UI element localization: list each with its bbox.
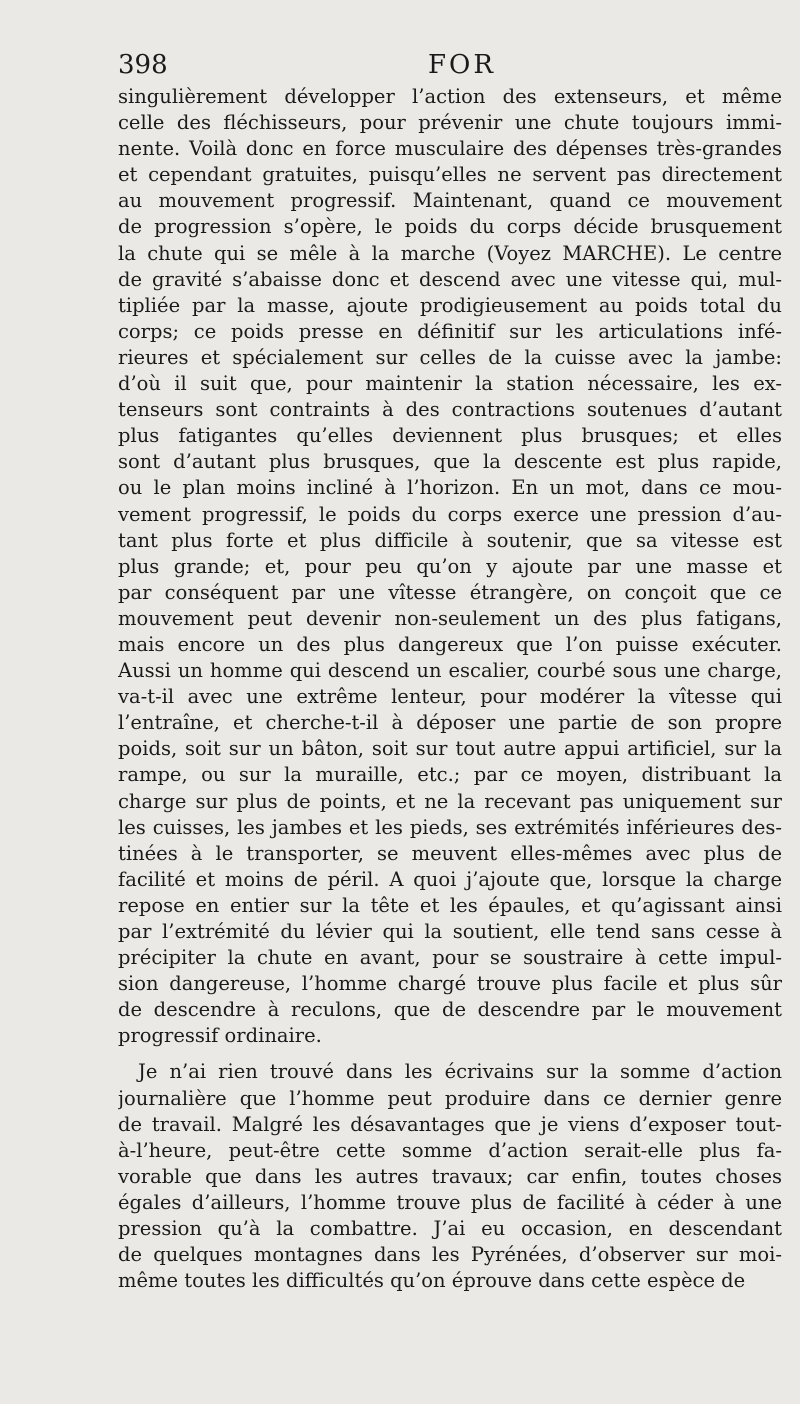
text-line: par l’extrémité du lévier qui la soutient, elle tend sans cesse à: [118, 920, 782, 943]
text-line: et cependant gratuites, puisqu’elles ne servent pas directement: [118, 163, 782, 187]
text-line: tinées à le transporter, se meuvent elles-mêmes avec plus de: [118, 841, 782, 865]
page-number: 398: [118, 50, 168, 80]
text-line: vorable que dans les autres travaux; car enfin, toutes choses: [118, 1164, 782, 1188]
paragraph: [118, 1059, 782, 1294]
text-line: par conséquent par une vîtesse étrangère, on conçoit que ce: [118, 580, 782, 604]
text-line: sion dangereuse, l’homme chargé trouve plus facile et plus sûr: [118, 972, 782, 996]
text-line: plus grande; et, pour peu qu’on y ajoute par une masse et: [118, 554, 782, 578]
text-line: égales d’ailleurs, l’homme trouve plus de facilité à céder à une: [118, 1190, 782, 1214]
text-line: repose en entier sur la tête et les épaules, et qu’agissant ainsi: [118, 893, 782, 917]
text-line: l’entraîne, et cherche-t-il à déposer une partie de son propre: [118, 711, 782, 735]
text-line: pression qu’à la combattre. J’ai eu occasion, en descendant: [118, 1217, 782, 1241]
text-line: de descendre à reculons, que de descendre par le mouvement: [118, 998, 782, 1022]
text-line: nente. Voilà donc en force musculaire des dépenses très-grandes: [118, 137, 782, 161]
text-line: corps; ce poids presse en définitif sur les articulations infé-: [118, 319, 782, 343]
text-line: ou le plan moins incliné à l’horizon. En un mot, dans ce mou-: [118, 476, 782, 500]
text-line: poids, soit sur un bâton, soit sur tout autre appui artificiel, sur la: [118, 737, 782, 761]
text-line: mais encore un des plus dangereux que l’on puisse exécuter.: [118, 632, 782, 656]
text-line: rieures et spécialement sur celles de la cuisse avec la jambe:: [118, 345, 782, 369]
text-line: plus fatigantes qu’elles deviennent plus brusques; et elles: [118, 424, 782, 448]
text-line: va-t-il avec une extrême lenteur, pour modérer la vîtesse qui: [118, 685, 782, 709]
text-line: les cuisses, les jambes et les pieds, ses extrémités inférieures des-: [118, 815, 782, 839]
text-line: de travail. Malgré les désavantages que je viens d’exposer tout-: [118, 1112, 782, 1136]
text-line: précipiter la chute en avant, pour se soustraire à cette impul-: [118, 946, 782, 970]
running-head: FOR: [428, 50, 496, 80]
page-header: [118, 50, 782, 84]
text-line: même toutes les difficultés qu’on éprouve dans cette espèce de: [118, 1269, 746, 1293]
text-line: d’où il suit que, pour maintenir la station nécessaire, les ex-: [118, 372, 782, 396]
paragraph: [118, 84, 782, 1049]
text-line: tant plus forte et plus difficile à soutenir, que sa vitesse est: [118, 528, 782, 552]
text-line: sont d’autant plus brusques, que la descente est plus rapide,: [118, 450, 782, 474]
text-line: Je n’ai rien trouvé dans les écrivains sur la somme d’action: [138, 1060, 782, 1084]
text-line: tenseurs sont contraints à des contractions soutenues d’autant: [118, 398, 782, 422]
text-line: à-l’heure, peut-être cette somme d’action serait-elle plus fa-: [118, 1138, 782, 1162]
text-line: Aussi un homme qui descend un escalier, courbé sous une charge,: [118, 659, 782, 683]
text-line: mouvement peut devenir non-seulement un des plus fatigans,: [118, 606, 782, 630]
text-line: facilité et moins de péril. A quoi j’ajoute que, lorsque la charge: [118, 867, 782, 891]
text-line: vement progressif, le poids du corps exerce une pression d’au-: [118, 502, 782, 526]
text-line: de progression s’opère, le poids du corps décide brusquement: [118, 215, 782, 239]
text-line: celle des fléchisseurs, pour prévenir une chute toujours immi-: [118, 111, 782, 135]
text-line: charge sur plus de points, et ne la recevant pas uniquement sur: [118, 789, 782, 813]
text-line: rampe, ou sur la muraille, etc.; par ce moyen, distribuant la: [118, 763, 782, 787]
text-line: journalière que l’homme peut produire dans ce dernier genre: [118, 1086, 782, 1110]
text-line: la chute qui se mêle à la marche (Voyez MARCHE). Le centre: [118, 241, 782, 265]
body-text: [118, 84, 782, 1294]
text-line: de quelques montagnes dans les Pyrénées, d’observer sur moi-: [118, 1243, 782, 1267]
text-line: de gravité s’abaisse donc et descend avec une vitesse qui, mul-: [118, 267, 782, 291]
text-line: singulièrement développer l’action des extenseurs, et même: [118, 85, 782, 108]
text-line: tipliée par la masse, ajoute prodigieusement au poids total du: [118, 293, 782, 317]
text-line: progressif ordinaire.: [118, 1024, 322, 1048]
text-line: au mouvement progressif. Maintenant, quand ce mouvement: [118, 189, 782, 213]
